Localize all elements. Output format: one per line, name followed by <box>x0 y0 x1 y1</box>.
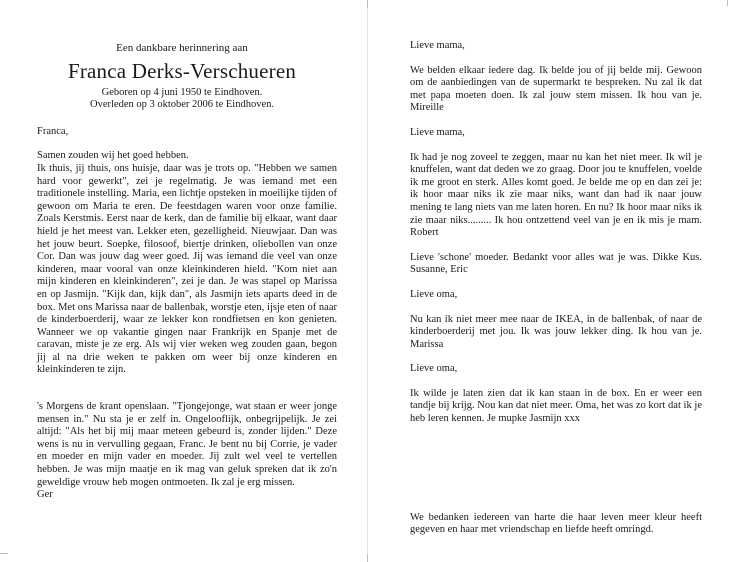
message-text: Ik wilde je laten zien dat ik kan staan in de box. En er weer een tandje bij krijg. Nou kan dat niet meer. Oma, het was zo kort dat ik je heb leren kennen. Je mupke Jasmijn xxx <box>410 387 702 425</box>
thanks-text: We bedanken iedereen van harte die haar leven meer kleur heeft gegeven en haar met vriendschap en liefde heeft omringd. <box>410 511 702 536</box>
message-text: Ik had je nog zoveel te zeggen, maar nu kan het niet meer. Ik wil je knuffelen, want dat deden we zo graag. Door jou te knuffelen, voelde ik me groot en sterk. Alles komt goed. Je belde me op en dan zei je: ik hoor maar niks ik zie maar niks, want dan had ik naar jouw mening te lang niets van me laten horen. En nu? Ik hoor maar niks ik zie maar niks......... Ik hou ontzettend veel van je en ik mis je mam. Robert <box>410 151 702 239</box>
message-text: Nu kan ik niet meer mee naar de IKEA, in de ballenbak, of naar de kinderboerderij met jou. Ik was jouw lekker ding. Ik hou van je. Marissa <box>410 313 702 350</box>
paragraph: Ik thuis, jij thuis, ons huisje, daar was je trots op. "Hebben we samen hard voor gewerkt", zei je regelmatig. Je was iemand met een traditionele instelling. Maria, een lichtje opsteken in moeilijke tijden of gewoon om Maria te eren. De feestdagen waren voor onze familie. Zoals Kerstmis. Eerst naar de kerk, dan de familie bij elkaar, want daar hield je het meest van. Lekker eten, gezelligheid. Nieuwjaar. Dan was het jouw beurt. Soepke, filosoof, biertje drinken, oliebollen van onze Cor. Dan was jouw dag weer goed. Jij was iemand die veel van onze kinderen, maar vooral van onze kleinkinderen hield. "Kom niet aan mijn kinderen en kleinkinderen", zei je dan. Je was stapel op Marissa en op Jasmijn. "Kijk dan, kijk dan", als Jasmijn iets aparts deed in de box. Met ons Marissa naar de ballenbak, worstje eten, ijsje eten of naar de kinderboerderij, waar ze lekker kon rondfietsen en kon genieten. Wanneer we op vakantie gingen naar Frankrijk en Spanje met de caravan, miste je ze erg. Als wij vier weken weg zouden gaan, begon jij al na drie weken te pakken om weer bij onze kinderen en kleinkinderen te zijn. <box>37 162 337 376</box>
salutation: Franca, <box>37 125 69 137</box>
crop-mark <box>727 0 728 6</box>
message-greeting: Lieve mama, <box>410 126 465 138</box>
message-text: We belden elkaar iedere dag. Ik belde jou of jij belde mij. Gewoon om de aanbiedingen van de supermarkt te bespreken. Nu zal ik dat met papa moeten doen. Ik zal jouw stem missen. Ik hou van je. Mireille <box>410 64 702 114</box>
death-line: Overleden op 3 oktober 2006 te Eindhoven. <box>90 99 274 111</box>
left-panel <box>37 38 337 502</box>
message-greeting: Lieve oma, <box>410 288 458 300</box>
message-greeting: Lieve mama, <box>410 40 465 51</box>
crop-mark <box>0 553 8 554</box>
right-panel <box>410 40 702 537</box>
signature: Ger <box>37 489 53 501</box>
birth-line: Geboren op 4 juni 1950 te Eindhoven. <box>101 86 263 98</box>
paragraph: Samen zouden wij het goed hebben. <box>37 150 189 162</box>
memorial-header <box>27 42 337 112</box>
fold-line <box>367 0 368 562</box>
deceased-name: Franca Derks-Verschueren <box>67 58 297 83</box>
message-greeting: Lieve oma, <box>410 363 458 375</box>
paragraph: 's Morgens de krant openslaan. "Tjongejonge, wat staan er weer jonge mensen in." Nu sta je er zelf in. Ongelooflijk, onbegrijpelijk. Je zei altijd: "Als het bij mij maar meteen gebeurd is, zonder lijden." Deze wens is nu in vervulling gegaan, Franc. Je bent nu bij Corrie, je vader en moeder en mijn vader en moeder. Jij zult wel veel te vertellen hebben. Je was mijn maatje en ik mag van geluk spreken dat ik zo'n geweldige vrouw heb mogen ontmoeten. Ik zal je erg missen. <box>37 401 337 488</box>
crop-mark <box>367 0 368 8</box>
message-text: Lieve 'schone' moeder. Bedankt voor alles wat je was. Dikke Kus. Susanne, Eric <box>410 251 702 276</box>
intro-line: Een dankbare herinnering aan <box>116 42 248 54</box>
crop-mark <box>367 554 368 562</box>
